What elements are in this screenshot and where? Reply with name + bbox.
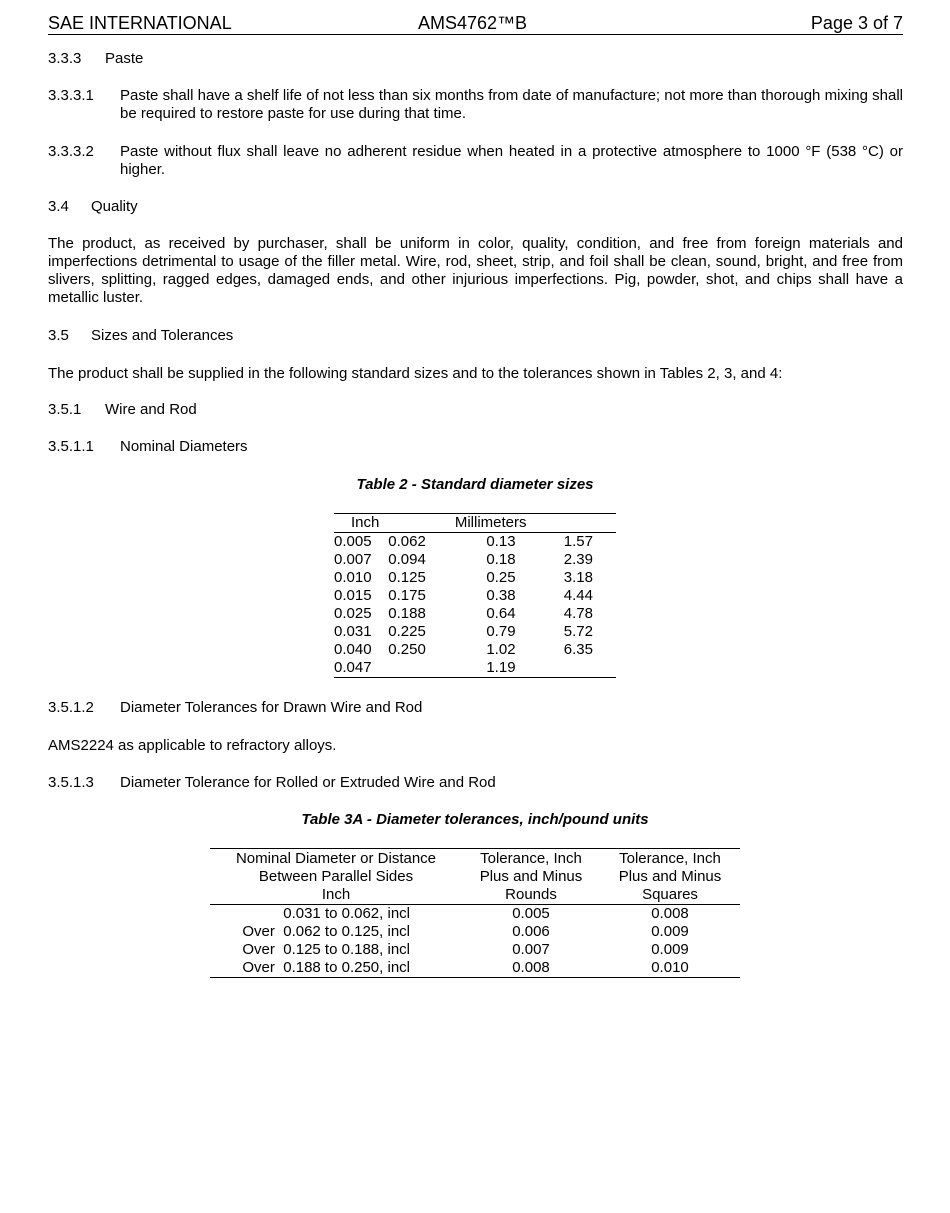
table-cell: 0.006 [512, 923, 550, 940]
table-row [334, 551, 616, 569]
table-cell: 0.009 [651, 941, 689, 958]
heading-3-5-1: 3.5.1 Wire and Rod [48, 401, 197, 418]
table-cell: 4.78 [563, 605, 593, 622]
table-cell: Over 0.188 to 0.250, incl [242, 959, 410, 976]
table-cell: 0.009 [651, 923, 689, 940]
table-cell: 0.007 [334, 551, 372, 568]
table2-head-inch: Inch [334, 514, 442, 533]
heading-3-3-3: 3.3.3 Paste [48, 50, 144, 67]
table-row [334, 623, 616, 641]
table2-caption: Table 2 - Standard diameter sizes [356, 476, 594, 493]
para-3-3-3-1: 3.3.3.1 Paste shall have a shelf life of not less than six months from date of manufacture; not more than thorough mixing shall be required to restore paste for use during that time. [48, 87, 903, 122]
table-cell: 0.225 [388, 623, 426, 640]
table3a-head-col2: Tolerance, Inch Plus and Minus Rounds [462, 849, 600, 905]
table-cell: 0.010 [334, 569, 372, 586]
heading-3-5: 3.5 Sizes and Tolerances [48, 327, 234, 344]
table-cell: 0.18 [486, 551, 516, 568]
table-row [334, 605, 616, 623]
heading-3-5-1-2: 3.5.1.2 Diameter Tolerances for Drawn Wire and Rod [48, 699, 423, 716]
table-cell: 0.25 [486, 569, 516, 586]
table-cell: 0.175 [388, 587, 426, 604]
para-quality: The product, as received by purchaser, shall be uniform in color, quality, condition, and free from foreign materials and imperfections detrimental to usage of the filler metal. Wire, rod, sheet, strip, and foil shall be clean, sound, bright, and free from slivers, splitting, ragged edges, damaged ends, and other injurious imperfections. Pig, powder, shot, and chips shall have a metallic luster. [48, 235, 903, 306]
table-cell: 0.64 [486, 605, 516, 622]
table3a [210, 848, 740, 978]
table-cell: 0.125 [388, 569, 426, 586]
table-cell: 1.57 [563, 533, 593, 550]
para-sizes: The product shall be supplied in the following standard sizes and to the tolerances shown in Tables 2, 3, and 4: [48, 365, 783, 382]
table3a-caption: Table 3A - Diameter tolerances, inch/pound units [301, 811, 649, 828]
table-cell: 0.062 [388, 533, 426, 550]
table-row [334, 533, 616, 552]
table-cell: Over 0.125 to 0.188, incl [242, 941, 410, 958]
table-row [334, 587, 616, 605]
table2 [334, 513, 616, 678]
table-cell: 3.18 [563, 569, 593, 586]
table-row [334, 641, 616, 659]
table-row [210, 959, 740, 978]
table-cell: 0.015 [334, 587, 372, 604]
heading-3-4: 3.4 Quality [48, 198, 138, 215]
para-3-3-3-2: 3.3.3.2 Paste without flux shall leave no adherent residue when heated in a protective atmosphere to 1000 °F (538 °C) or higher. [48, 143, 903, 178]
table-cell: Over 0.062 to 0.125, incl [242, 923, 410, 940]
table-cell: 0.047 [334, 659, 372, 676]
table-cell: 0.79 [486, 623, 516, 640]
table-cell: 0.250 [388, 641, 426, 658]
table-cell: 0.010 [651, 959, 689, 976]
table-cell [544, 659, 616, 678]
table-row [210, 941, 740, 959]
table-row [334, 659, 616, 678]
table-cell: 0.040 [334, 641, 372, 658]
table-cell: 0.005 [334, 533, 372, 550]
table-cell [388, 659, 442, 678]
table-cell: 5.72 [563, 623, 593, 640]
table-cell: 0.094 [388, 551, 426, 568]
table-cell: 0.008 [512, 959, 550, 976]
table-row [210, 923, 740, 941]
header-org: SAE INTERNATIONAL [48, 13, 232, 33]
header-doc-number: AMS4762™B [418, 13, 528, 33]
table2-head-mm: Millimeters [442, 514, 616, 533]
table-cell: 1.02 [486, 641, 516, 658]
table-cell: 1.19 [486, 659, 516, 676]
table-row [334, 569, 616, 587]
table-cell: 2.39 [563, 551, 593, 568]
table-cell: 0.025 [334, 605, 372, 622]
table-cell: 4.44 [563, 587, 593, 604]
heading-3-5-1-1: 3.5.1.1 Nominal Diameters [48, 438, 248, 455]
table3a-head-col3: Tolerance, Inch Plus and Minus Squares [600, 849, 740, 905]
table-cell: 0.38 [486, 587, 516, 604]
table3a-head-col1: Nominal Diameter or Distance Between Parallel Sides Inch [210, 849, 462, 905]
heading-3-5-1-3: 3.5.1.3 Diameter Tolerance for Rolled or Extruded Wire and Rod [48, 774, 496, 791]
table-row [210, 905, 740, 924]
table-cell: 0.007 [512, 941, 550, 958]
table-cell: 6.35 [563, 641, 593, 658]
table-cell: 0.031 to 0.062, incl [283, 905, 410, 922]
table-cell: 0.008 [651, 905, 689, 922]
header-page-number: Page 3 of 7 [810, 13, 903, 33]
page-header [48, 12, 903, 35]
table-cell: 0.188 [388, 605, 426, 622]
para-ams2224: AMS2224 as applicable to refractory alloys. [48, 737, 337, 754]
table-cell: 0.005 [512, 905, 550, 922]
table-cell: 0.13 [486, 533, 516, 550]
table-cell: 0.031 [334, 623, 372, 640]
